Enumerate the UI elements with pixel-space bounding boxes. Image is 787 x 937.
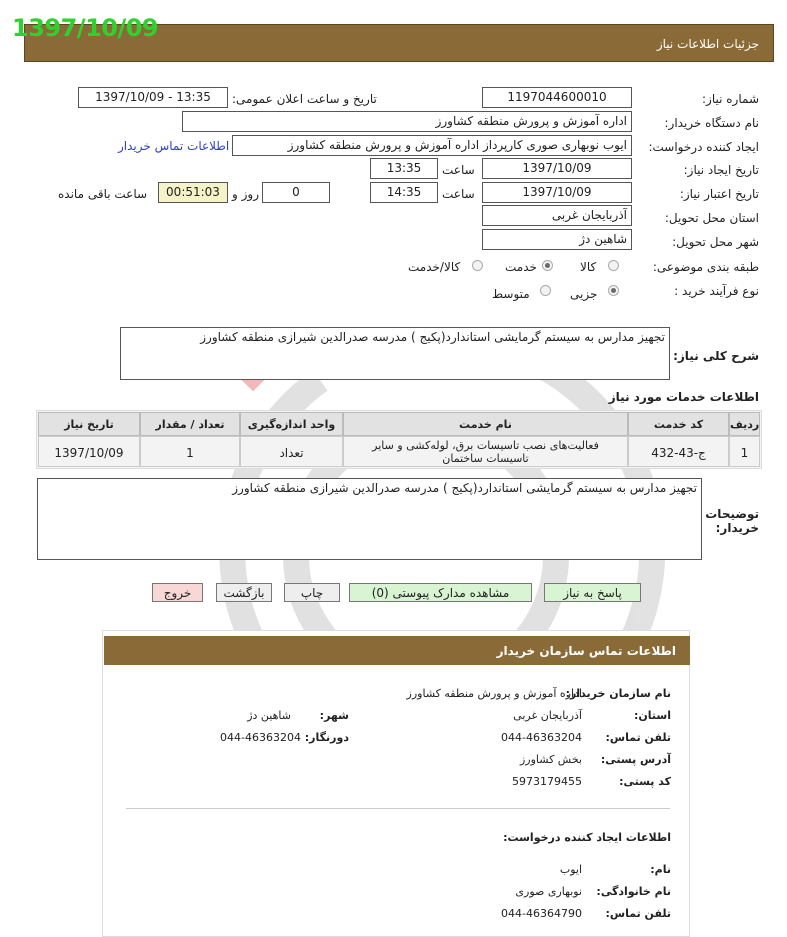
general-desc-field: تجهیز مدارس به سیستم گرمایشی استاندارد(پکیج ) مدرسه صدرالدین شیرازی منطقه کشاورز bbox=[120, 327, 670, 380]
contact-postal-label: کد پستی: bbox=[619, 775, 671, 788]
buyer-contact-link[interactable]: اطلاعات تماس خریدار bbox=[118, 139, 230, 153]
announce-label: تاریخ و ساعت اعلان عمومی: bbox=[232, 92, 377, 106]
back-button[interactable]: بازگشت bbox=[216, 583, 272, 602]
table-row-date: 1397/10/09 bbox=[38, 436, 140, 467]
category-label: طبقه بندی موضوعی: bbox=[652, 260, 759, 274]
radio-service-label: خدمت bbox=[505, 260, 537, 274]
days-field: 0 bbox=[262, 182, 330, 203]
page-title: جزئیات اطلاعات نیاز bbox=[656, 37, 759, 51]
date-stamp: 1397/10/09 bbox=[12, 14, 159, 42]
radio-goods[interactable] bbox=[608, 260, 619, 271]
services-title: اطلاعات خدمات مورد نیاز bbox=[608, 390, 759, 404]
contact-address-label: آدرس پستی: bbox=[600, 753, 671, 766]
radio-goods-service-label: کالا/خدمت bbox=[408, 260, 461, 274]
radio-service[interactable] bbox=[542, 260, 553, 271]
creator-phone-label: تلفن تماس: bbox=[605, 907, 671, 920]
created-time-field: 13:35 bbox=[370, 158, 438, 179]
creator-phone-value: 044-46364790 bbox=[501, 907, 582, 920]
contact-panel-header bbox=[104, 636, 690, 665]
province-label: استان محل تحویل: bbox=[664, 211, 759, 225]
radio-medium[interactable] bbox=[540, 285, 551, 296]
attachments-button[interactable]: مشاهده مدارک پیوستی (0) bbox=[349, 583, 532, 602]
creator-family-value: نوبهاری صوری bbox=[515, 885, 582, 898]
contact-city-label: شهر: bbox=[319, 709, 349, 722]
col-name: نام خدمت bbox=[343, 412, 628, 436]
table-row-unit: تعداد bbox=[240, 436, 343, 467]
table-row-code: ج-43-432 bbox=[628, 436, 729, 467]
remaining-label: ساعت باقی مانده bbox=[58, 187, 148, 201]
created-date-field: 1397/10/09 bbox=[482, 158, 632, 179]
created-date-label: تاریخ ایجاد نیاز: bbox=[683, 163, 759, 177]
creator-name-label: نام: bbox=[650, 863, 671, 876]
col-row: ردیف bbox=[729, 412, 760, 436]
remaining-time-field: 00:51:03 bbox=[158, 182, 228, 203]
city-field: شاهین دژ bbox=[482, 229, 632, 250]
radio-minor-label: جزیی bbox=[570, 287, 598, 301]
announce-field: 1397/10/09 - 13:35 bbox=[78, 87, 228, 108]
creator-name-value: ایوب bbox=[559, 863, 582, 876]
contact-panel-title: اطلاعات تماس سازمان خریدار bbox=[496, 644, 676, 658]
col-date: تاریخ نیاز bbox=[38, 412, 140, 436]
created-time-label: ساعت bbox=[442, 163, 475, 177]
exit-button[interactable]: خروج bbox=[152, 583, 203, 602]
buyer-org-label: نام دستگاه خریدار: bbox=[664, 116, 759, 130]
creator-section-title: اطلاعات ایجاد کننده درخواست: bbox=[503, 831, 671, 844]
contact-postal-value: 5973179455 bbox=[512, 775, 582, 788]
reply-button[interactable]: پاسخ به نیاز bbox=[544, 583, 641, 602]
buyer-notes-field: تجهیز مدارس به سیستم گرمایشی استاندارد(پکیج ) مدرسه صدرالدین شیرازی منطقه کشاورز bbox=[37, 478, 702, 560]
buyer-notes-label: توضیحات خریدار: bbox=[705, 507, 759, 535]
col-unit: واحد اندازه‌گیری bbox=[240, 412, 343, 436]
city-label: شهر محل تحویل: bbox=[672, 235, 759, 249]
province-field: آذربایجان غربی bbox=[482, 205, 632, 226]
contact-phone-value: 044-46363204 bbox=[501, 731, 582, 744]
contact-fax-label: دورنگار: bbox=[304, 731, 349, 744]
table-row-index: 1 bbox=[729, 436, 760, 467]
radio-medium-label: متوسط bbox=[492, 287, 530, 301]
days-label: روز و bbox=[232, 187, 259, 201]
radio-goods-label: کالا bbox=[580, 260, 597, 274]
table-row-service-name: فعالیت‌های نصب تاسیسات برق، لوله‌کشی و سایر تاسیسات ساختمان bbox=[343, 436, 628, 467]
contact-province-value: آذربایجان غربی bbox=[513, 709, 582, 722]
contact-province-label: استان: bbox=[634, 709, 671, 722]
valid-date-label: تاریخ اعتبار نیاز: bbox=[679, 187, 759, 201]
col-qty: تعداد / مقدار bbox=[140, 412, 240, 436]
need-number-label: شماره نیاز: bbox=[702, 92, 759, 106]
valid-date-field: 1397/10/09 bbox=[482, 182, 632, 203]
col-code: کد خدمت bbox=[628, 412, 729, 436]
print-button[interactable]: چاپ bbox=[284, 583, 340, 602]
valid-time-label: ساعت bbox=[442, 187, 475, 201]
radio-minor[interactable] bbox=[608, 285, 619, 296]
valid-time-field: 14:35 bbox=[370, 182, 438, 203]
divider bbox=[126, 808, 670, 809]
contact-phone-label: تلفن تماس: bbox=[605, 731, 671, 744]
contact-fax-value: 044-46363204 bbox=[220, 731, 301, 744]
general-desc-label: شرح کلی نیاز: bbox=[673, 349, 759, 363]
creator-label: ایجاد کننده درخواست: bbox=[648, 140, 759, 154]
contact-city-value: شاهین دژ bbox=[247, 709, 291, 722]
buyer-org-field: اداره آموزش و پرورش منطقه کشاورز bbox=[182, 111, 632, 132]
contact-address-value: بخش کشاورز bbox=[519, 753, 582, 766]
contact-org-value: اداره آموزش و پرورش منطقه کشاورز bbox=[406, 687, 582, 700]
contact-org-label: نام سازمان خریدار: bbox=[565, 687, 671, 700]
radio-goods-service[interactable] bbox=[472, 260, 483, 271]
creator-field: ایوب نوبهاری صوری کارپرداز اداره آموزش و پرورش منطقه کشاورز bbox=[232, 135, 632, 156]
creator-family-label: نام خانوادگی: bbox=[596, 885, 671, 898]
table-row-qty: 1 bbox=[140, 436, 240, 467]
need-number-field: 1197044600010 bbox=[482, 87, 632, 108]
purchase-type-label: نوع فرآیند خرید : bbox=[674, 284, 759, 298]
